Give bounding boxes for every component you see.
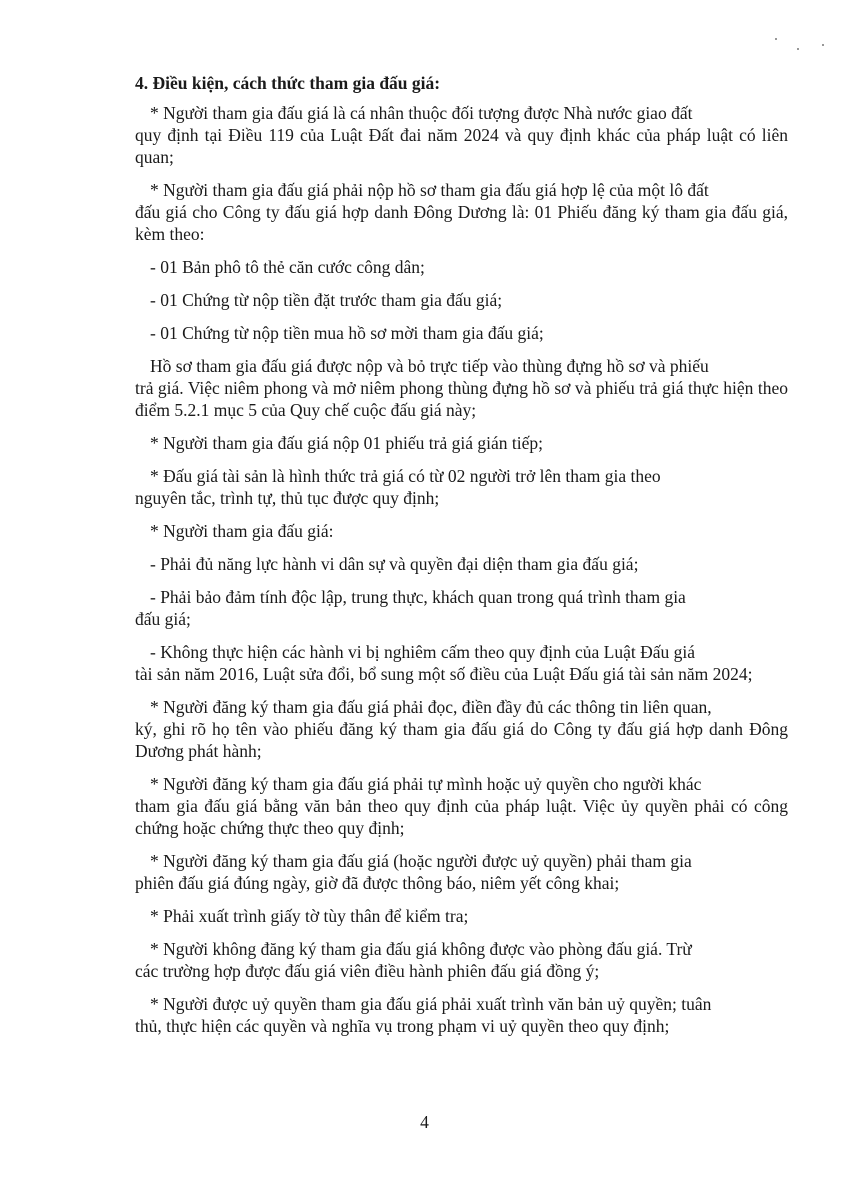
- paragraph-lead-line: - 01 Chứng từ nộp tiền mua hồ sơ mời tham gia đấu giá;: [150, 323, 544, 343]
- paragraph-list: [135, 102, 788, 1037]
- paragraph-continuation: thủ, thực hiện các quyền và nghĩa vụ trong phạm vi uỷ quyền theo quy định;: [135, 1016, 670, 1036]
- paragraph-lead-line: * Người tham gia đấu giá nộp 01 phiếu trả giá gián tiếp;: [150, 433, 543, 453]
- paragraph: [135, 520, 788, 542]
- paragraph: [135, 432, 788, 454]
- paragraph-lead-line: Hồ sơ tham gia đấu giá được nộp và bỏ trực tiếp vào thùng đựng hồ sơ và phiếu: [150, 356, 709, 376]
- scan-speck: [775, 38, 777, 40]
- paragraph-lead-line: - Phải bảo đảm tính độc lập, trung thực, khách quan trong quá trình tham gia: [150, 587, 686, 607]
- paragraph-lead-line: - 01 Bản phô tô thẻ căn cước công dân;: [150, 257, 425, 277]
- paragraph-lead-line: * Người đăng ký tham gia đấu giá phải tự mình hoặc uỷ quyền cho người khác: [150, 774, 702, 794]
- paragraph-continuation: quy định tại Điều 119 của Luật Đất đai năm 2024 và quy định khác của pháp luật có liên quan;: [135, 125, 788, 167]
- paragraph-continuation: nguyên tắc, trình tự, thủ tục được quy định;: [135, 488, 440, 508]
- paragraph-lead-line: * Người được uỷ quyền tham gia đấu giá phải xuất trình văn bản uỷ quyền; tuân: [150, 994, 712, 1014]
- paragraph: [135, 641, 788, 685]
- paragraph-continuation: đấu giá cho Công ty đấu giá hợp danh Đông Dương là: 01 Phiếu đăng ký tham gia đấu giá, kèm theo:: [135, 202, 788, 244]
- page-number: 4: [420, 1112, 429, 1132]
- scan-speck: [822, 44, 824, 46]
- paragraph-lead-line: * Người tham gia đấu giá là cá nhân thuộc đối tượng được Nhà nước giao đất: [150, 103, 693, 123]
- paragraph-lead-line: * Người tham gia đấu giá:: [150, 521, 334, 541]
- document-body: [135, 72, 788, 1048]
- paragraph-continuation: tài sản năm 2016, Luật sửa đổi, bổ sung một số điều của Luật Đấu giá tài sản năm 2024;: [135, 664, 753, 684]
- paragraph: [135, 586, 788, 630]
- paragraph-continuation: trả giá. Việc niêm phong và mở niêm phong thùng đựng hồ sơ và phiếu trả giá thực hiện theo điểm 5.2.1 mục 5 của Quy chế cuộc đấu giá này;: [135, 378, 788, 420]
- paragraph: [135, 905, 788, 927]
- paragraph: [135, 179, 788, 245]
- paragraph-continuation: các trường hợp được đấu giá viên điều hành phiên đấu giá đồng ý;: [135, 961, 600, 981]
- paragraph: [135, 355, 788, 421]
- paragraph: [135, 938, 788, 982]
- paragraph-lead-line: * Người không đăng ký tham gia đấu giá không được vào phòng đấu giá. Trừ: [150, 939, 692, 959]
- paragraph: [135, 696, 788, 762]
- paragraph-lead-line: * Người tham gia đấu giá phải nộp hồ sơ tham gia đấu giá hợp lệ của một lô đất: [150, 180, 709, 200]
- paragraph: [135, 850, 788, 894]
- paragraph-lead-line: * Phải xuất trình giấy tờ tùy thân để kiểm tra;: [150, 906, 469, 926]
- paragraph: [135, 465, 788, 509]
- paragraph: [135, 256, 788, 278]
- paragraph-lead-line: - 01 Chứng từ nộp tiền đặt trước tham gia đấu giá;: [150, 290, 503, 310]
- paragraph: [135, 553, 788, 575]
- paragraph-continuation: tham gia đấu giá bằng văn bản theo quy định của pháp luật. Việc ủy quyền phải có công chứng hoặc chứng thực theo quy định;: [135, 796, 788, 838]
- paragraph-continuation: phiên đấu giá đúng ngày, giờ đã được thông báo, niêm yết công khai;: [135, 873, 620, 893]
- paragraph-lead-line: - Không thực hiện các hành vi bị nghiêm cấm theo quy định của Luật Đấu giá: [150, 642, 696, 662]
- paragraph: [135, 322, 788, 344]
- paragraph-continuation: đấu giá;: [135, 609, 191, 629]
- paragraph: [135, 993, 788, 1037]
- paragraph-lead-line: * Người đăng ký tham gia đấu giá (hoặc người được uỷ quyền) phải tham gia: [150, 851, 692, 871]
- section-heading: 4. Điều kiện, cách thức tham gia đấu giá:: [135, 73, 441, 93]
- paragraph-lead-line: - Phải đủ năng lực hành vi dân sự và quyền đại diện tham gia đấu giá;: [150, 554, 639, 574]
- paragraph-continuation: ký, ghi rõ họ tên vào phiếu đăng ký tham gia đấu giá do Công ty đấu giá hợp danh Đông Dương phát hành;: [135, 719, 788, 761]
- paragraph: [135, 773, 788, 839]
- paragraph: [135, 102, 788, 168]
- paragraph: [135, 289, 788, 311]
- scan-speck: [797, 48, 799, 50]
- paragraph-lead-line: * Người đăng ký tham gia đấu giá phải đọc, điền đầy đủ các thông tin liên quan,: [150, 697, 712, 717]
- paragraph-lead-line: * Đấu giá tài sản là hình thức trả giá có từ 02 người trở lên tham gia theo: [150, 466, 661, 486]
